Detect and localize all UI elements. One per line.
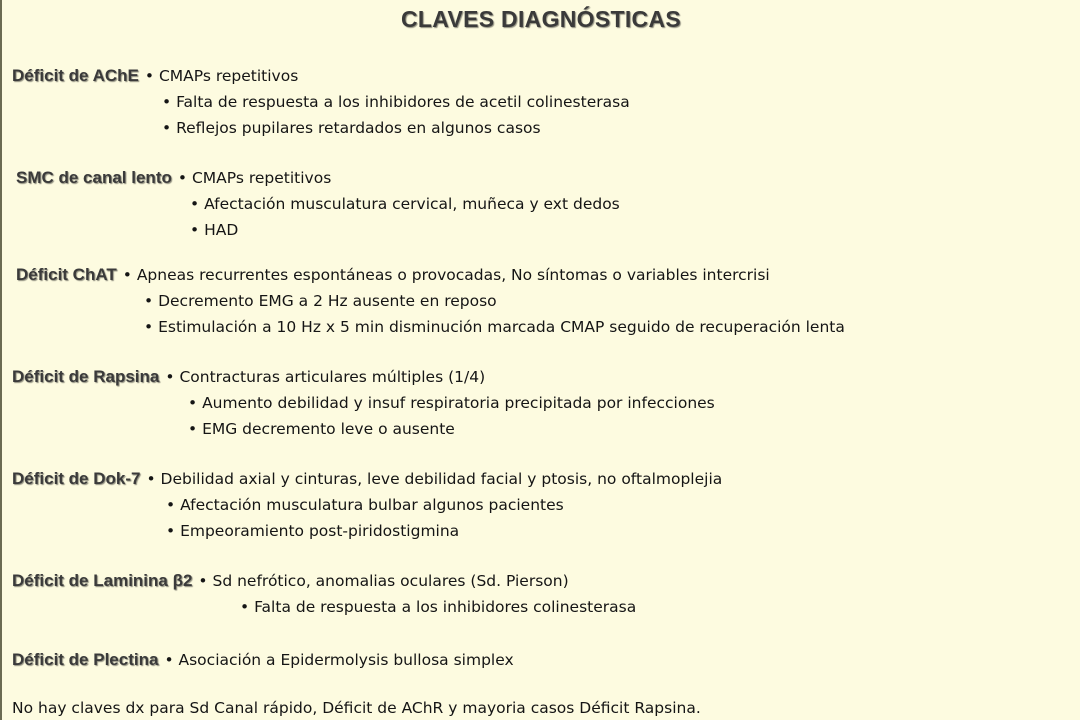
- section-heading-rapsina: Déficit de Rapsina: [12, 367, 160, 386]
- section-item: • CMAPs repetitivos: [177, 169, 332, 187]
- section-item: • CMAPs repetitivos: [144, 67, 299, 85]
- section-dok7-line-1: [12, 469, 722, 489]
- section-rapsina-line-1: [12, 367, 485, 387]
- footer-note: No hay claves dx para Sd Canal rápido, Déficit de AChR y mayoria casos Déficit Rapsina.: [12, 699, 701, 717]
- section-laminina-line-1: [12, 571, 569, 591]
- section-plectina-line-1: [12, 650, 514, 670]
- section-item: • Falta de respuesta a los inhibidores colinesterasa: [240, 598, 637, 616]
- section-chat-line-1: [16, 265, 770, 285]
- section-heading-chat: Déficit ChAT: [16, 265, 117, 284]
- section-heading-plectina: Déficit de Plectina: [12, 650, 159, 669]
- section-item: • Falta de respuesta a los inhibidores de acetil colinesterasa: [162, 93, 630, 111]
- section-item: • Debilidad axial y cinturas, leve debilidad facial y ptosis, no oftalmoplejia: [146, 470, 723, 488]
- section-item: • Empeoramiento post-piridostigmina: [166, 522, 460, 540]
- section-item: • EMG decremento leve o ausente: [188, 420, 455, 438]
- section-heading-ache: Déficit de AChE: [12, 66, 139, 85]
- slide-title: CLAVES DIAGNÓSTICAS: [400, 6, 681, 32]
- section-item: • Reflejos pupilares retardados en algunos casos: [162, 119, 541, 137]
- section-item: • Sd nefrótico, anomalias oculares (Sd. Pierson): [198, 572, 569, 590]
- section-item: • Afectación musculatura bulbar algunos pacientes: [166, 496, 564, 514]
- section-item: • Decremento EMG a 2 Hz ausente en reposo: [144, 292, 497, 310]
- section-heading-dok7: Déficit de Dok-7: [12, 469, 141, 488]
- section-item: • Contracturas articulares múltiples (1/4): [165, 368, 486, 386]
- section-item: • Afectación musculatura cervical, muñeca y ext dedos: [190, 195, 620, 213]
- section-heading-laminina: Déficit de Laminina β2: [12, 571, 193, 590]
- section-ache-line-1: [12, 66, 298, 86]
- section-item: • Aumento debilidad y insuf respiratoria precipitada por infecciones: [188, 394, 715, 412]
- section-heading-smc: SMC de canal lento: [16, 168, 172, 187]
- section-item: • Estimulación a 10 Hz x 5 min disminución marcada CMAP seguido de recuperación lenta: [144, 318, 845, 336]
- section-smc-line-1: [16, 168, 331, 188]
- section-item: • Apneas recurrentes espontáneas o provocadas, No síntomas o variables intercrisi: [122, 266, 770, 284]
- section-item: • HAD: [190, 221, 239, 239]
- section-item: • Asociación a Epidermolysis bullosa simplex: [164, 651, 514, 669]
